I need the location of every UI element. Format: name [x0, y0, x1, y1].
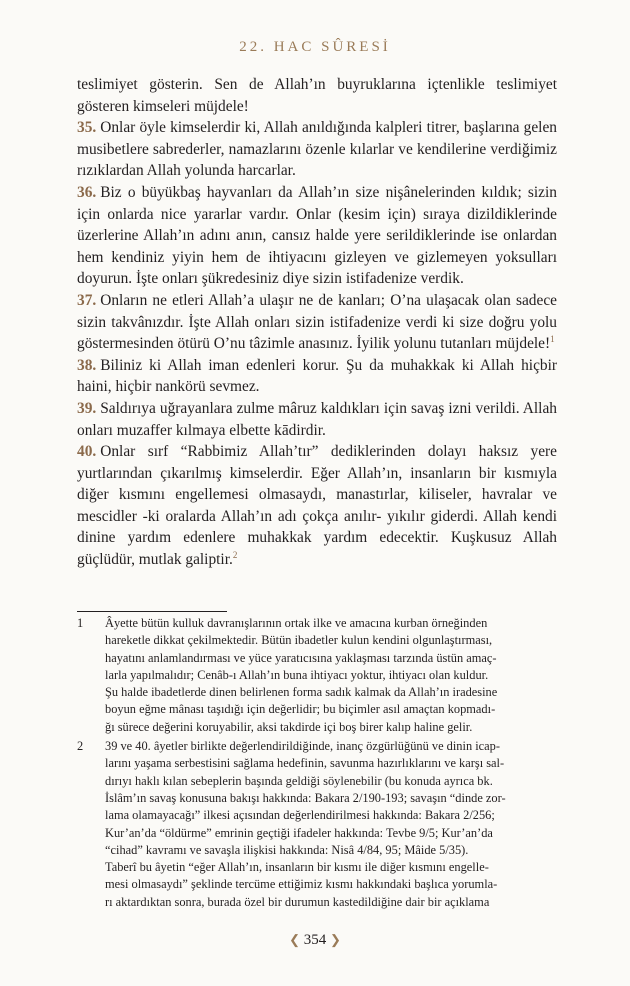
verse [77, 441, 557, 571]
verse-text: teslimiyet gösterin. Sen de Allah’ın buyruklarına içtenlikle teslimiyet gösteren kimseleri müjdele! [77, 76, 557, 115]
footnote-reference[interactable]: 1 [550, 334, 555, 344]
footnote-line: larla yapılmalıdır; Cenâb-ı Allah’ın buna ihtiyacı yoktur, ihtiyacı olan kuldur. [105, 667, 489, 682]
footnote-line: Şu halde ibadetlerde dinen belirlenen forma sadık kalmak da Allah’ın iradesine [105, 685, 498, 700]
verse-text: Biliniz ki Allah iman edenleri korur. Şu da muhakkak ki Allah hiçbir haini, hiçbir nankörü sevmez. [77, 356, 557, 396]
page-footer [0, 932, 630, 949]
footnote-separator [77, 611, 227, 612]
verse [77, 355, 557, 398]
footnote [77, 615, 557, 736]
verse [77, 182, 557, 290]
footnote-line: mesi olmasaydı” şeklinde tercüme ettiğimiz kısmı hakkındaki başlıca yorumla- [105, 877, 498, 892]
footnote [77, 738, 557, 911]
footnote-line: larını yaşama serbestisini sağlama hedefinin, savunma hazırlıklarını ve karşı sal- [105, 756, 505, 771]
running-head: 22. HAC SÛRESİ [239, 39, 391, 55]
footnotes [77, 615, 557, 913]
footnote-line: Âyette bütün kulluk davranışlarının ortak ilke ve amacına kurban örneğinden [105, 616, 488, 630]
footnote-reference[interactable]: 2 [232, 549, 238, 560]
footnote-line: rı aktardıktan sonra, burada özel bir durumun kastedildiğine dair bir açıklama [105, 894, 490, 909]
footnote-line: “cihad” kavramı ve savaşla ilişkisi hakkında: Nisâ 4/84, 95; Mâide 5/35). [105, 842, 469, 857]
verse-text: Biz o büyükbaş hayvanları da Allah’ın size nişânelerinden kıldık; sizin için onlarda nice yararlar vardır. Onlar (kesim için) sıraya dizildiklerinde üzerlerine Allah’ın adını anın, cansız halde yere serildiklerinde ise onlardan hem kendiniz yiyin hem de ihtiyacını gizleyen ve gizlemeyen yoksulları doyurun. İşte onları şükredesiniz diye sizin istifadenize verdik. [77, 183, 557, 288]
footnote-line: hareketle dikkat çekilmektedir. Bütün ibadetler kulun kendini olgunlaştırması, [105, 633, 493, 648]
verse-text: Saldırıya uğrayanlara zulme mâruz kaldıkları için savaş izni verildi. Allah onları muzaffer kılmaya elbette kādirdir. [77, 399, 557, 439]
footnote-text [105, 615, 557, 736]
footnote-line: boyun eğme mânası taşıdığı için değerlidir; bu biçimler asıl amaçtan kopmadı- [105, 702, 496, 717]
verse [77, 398, 557, 441]
verse [77, 290, 557, 355]
footnote-line: hayatını anlamlandırması ve yüce yaratıcısına yaklaşması tarzında üstün amaç- [105, 650, 497, 665]
verse-text: Onların ne etleri Allah’a ulaşır ne de kanları; O’na ulaşacak olan sadece sizin takvânızdır. İşte Allah onları sizin istifadenize verdi ki size doğru yolu göstermesinden ötürü O’nu tâzimle anasınız. İyilik yolunu tutanları müjdele! [77, 291, 557, 353]
footnote-text [105, 738, 557, 911]
verse-text: Onlar öyle kimselerdir ki, Allah anıldığında kalpleri titrer, başlarına gelen musibetlere sabrederler, namazlarını özenle kılarlar ve kendilerine verdiğimiz rızıklardan Allah yolunda harcarlar. [77, 119, 557, 180]
verse-number: 35. [77, 119, 97, 137]
verse-number: 36. [77, 183, 97, 201]
footnote-line: İslâm’ın savaş konusuna bakışı hakkında: Bakara 2/190-193; savaşın “dinde zor- [105, 790, 506, 805]
footnote-line: Taberî bu âyetin “eğer Allah’ın, insanların bir kısmı ile diğer kısmını engelle- [105, 860, 489, 875]
verse [77, 74, 557, 117]
right-ornament-icon: ❯ [330, 932, 341, 947]
verse-text: Onlar sırf “Rabbimiz Allah’tır” dediklerinden dolayı haksız yere yurtlarından çıkarılmış kimselerdir. Eğer Allah’ın, insanların bir kısmıyla diğer kısmını engellemesi olmasaydı, manastırlar, kiliseler, havralar ve mescidler -ki oralarda Allah’ın adı çokça anılır- yıkılır giderdi. Allah kendi dinine yardım edenlere muhakkak yardım edecektir. Kuşkusuz Allah güçlüdür, mutlak galiptir. [77, 443, 557, 569]
footnote-number: 2 [77, 739, 84, 754]
verse-number: 39. [77, 399, 97, 417]
verse-number: 38. [77, 356, 97, 374]
left-ornament-icon: ❮ [289, 932, 300, 947]
page-number: 354 [303, 932, 327, 948]
footnote-line: lama olamayacağı” ilkesi açısından değerlendirilmesi hakkında: Bakara 2/256; [105, 808, 495, 823]
footnote-line: Kur’an’da “öldürme” emrinin geçtiği ifadeler hakkında: Tevbe 9/5; Kur’an’da [105, 825, 493, 840]
footnote-line: dırıyı haklı kılan sebeplerin başında geldiği söylenebilir (bu konuda ayrıca bk. [105, 773, 493, 788]
verse [77, 117, 557, 182]
footnote-line: ğı sürece değerini koruyabilir, aksi takdirde içi boş birer kalıp haline gelir. [105, 719, 473, 734]
verse-number: 40. [77, 443, 97, 461]
verse-number: 37. [77, 291, 97, 309]
footnote-number: 1 [77, 616, 84, 630]
main-text [77, 74, 557, 571]
footnote-line: 39 ve 40. âyetler birlikte değerlendirildiğinde, inanç özgürlüğünü ve dinin icap- [105, 739, 500, 754]
